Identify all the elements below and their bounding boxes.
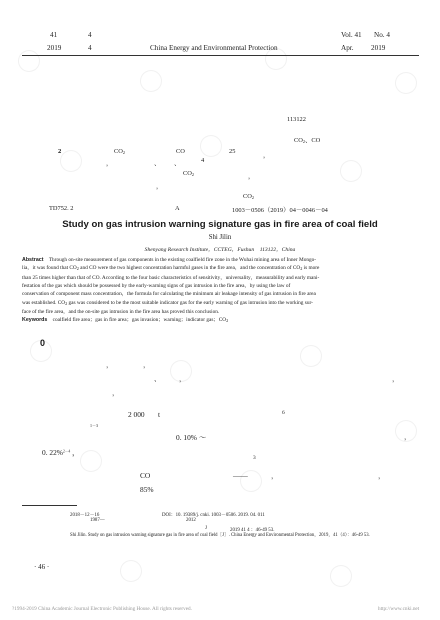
- header-rule: [22, 55, 419, 56]
- header-journal-title: China Energy and Environmental Protection: [150, 44, 278, 52]
- watermark-stamp: [296, 341, 326, 371]
- watermark-stamp: [336, 156, 366, 186]
- body-unit-t: t: [158, 410, 161, 419]
- cn-postcode: 113122: [287, 116, 306, 123]
- section-heading-0: 0: [40, 338, 46, 348]
- abstract-line: conservation of component mass concentration，the formula for calculating the minimum air leakage intensity of gas intrusion in fire area: [22, 291, 316, 298]
- abstract-line: face of the fire area，and the on-site gas intrusion in the fire area has proved this conclusion.: [22, 309, 220, 316]
- issn-article-code: 1003－0506（2019）04－0046－04: [232, 207, 328, 214]
- keywords-label: Keywords: [22, 317, 48, 323]
- body-punct: ，: [112, 389, 119, 397]
- cn-co2-c: $CO_2$: [183, 170, 194, 177]
- watermark-stamp: [116, 556, 146, 586]
- reference-mark: 1－3: [90, 423, 98, 428]
- cn-co2-d: $CO_2$: [243, 193, 254, 200]
- english-title: Study on gas intrusion warning signature gas in fire area of coal field: [62, 219, 378, 230]
- author-birth-year: 1987—: [90, 518, 105, 523]
- watermark-stamp: [76, 446, 106, 476]
- body-pct-85: 85%: [140, 485, 154, 494]
- header-issue-number: 4: [88, 31, 92, 39]
- cn-num-4: 4: [201, 157, 205, 164]
- header-volume-number: 41: [50, 31, 58, 39]
- watermark-stamp: [326, 561, 356, 591]
- author-name: Shi Jilin: [208, 234, 232, 241]
- graduation-year: 2012: [186, 518, 196, 523]
- watermark-stamp: [14, 46, 44, 76]
- header-year: 2019: [47, 44, 62, 52]
- body-punct: ，: [378, 472, 385, 480]
- abstract-line: lia，it was found that $CO_2$ and CO were the two highest concentration harmful gases in the fire area，and the concentration of $CO_2$ is more: [22, 265, 320, 272]
- clc-number: TD752. 2: [49, 205, 74, 212]
- body-num-6: 6: [282, 410, 285, 416]
- cn-co2-a: $CO_2$: [114, 148, 125, 155]
- body-punct: ，: [179, 375, 186, 383]
- cn-punct: ，: [106, 160, 113, 167]
- source-url: http://www.cnki.net: [378, 606, 420, 612]
- received-date: 2018－12－16: [70, 513, 100, 518]
- cn-co-b: CO: [176, 148, 185, 155]
- body-dash: ——: [233, 471, 248, 480]
- cn-punct: 、: [174, 160, 181, 167]
- abstract-line: than 25 times higher than that of CO. According to the four basic characteristics of sensitivity，universality，measurability and early mani-: [22, 274, 320, 281]
- body-punct: ，: [392, 375, 399, 383]
- cn-comma: ，: [248, 173, 255, 180]
- body-co-term: CO: [140, 471, 151, 480]
- body-pct-low: 0. 10% ～: [176, 433, 207, 442]
- abstract-line: Abstract Through on-site measurement of gas components in the existing coalfield fire zone in the Wuhai mining area of Inner Mongo-: [22, 257, 317, 263]
- copyright-line: ?1994-2019 China Academic Journal Electronic Publishing House. All rights reserved.: [12, 606, 192, 612]
- body-punct: ，: [404, 433, 411, 441]
- header-month: 4: [88, 44, 92, 52]
- citation-j-mark: J: [205, 526, 207, 531]
- abstract-line: festation of the gas which should be possessed by the early-warning signs of gas intrusion in the fire area，by using the law of: [22, 283, 291, 290]
- cn-punct: ，: [156, 183, 163, 190]
- body-num-3: 3: [253, 455, 256, 461]
- citation-cn: 2019 41 4 ：46-49 53.: [230, 528, 275, 533]
- header-no: No. 4: [374, 31, 390, 39]
- cn-gas-list: $CO_2$、CO: [294, 137, 321, 144]
- cn-punct: 、: [154, 160, 161, 167]
- body-pct-high: 0. 22%$^{2-4}$ ，: [42, 448, 80, 457]
- header-month-en: Apr.: [341, 44, 354, 52]
- cn-num-25: 25: [229, 148, 236, 155]
- watermark-stamp: [391, 68, 421, 98]
- header-vol: Vol. 41: [341, 31, 362, 39]
- doi: DOI：10. 19389/j. cnki. 1003－0506. 2019. 04. 011: [162, 513, 265, 518]
- document-code: A: [175, 205, 180, 212]
- body-num-2000: 2 000: [128, 410, 145, 419]
- body-punct: ，: [106, 361, 113, 369]
- watermark-stamp: [136, 66, 166, 96]
- body-punct: ，: [271, 472, 278, 480]
- citation-en: Shi Jilin. Study on gas intrusion warning signature gas in fire area of coal field［J］. China Energy and Environmental Protection，2019，41（4）：46-49 53.: [70, 533, 370, 538]
- cn-comma: ，: [263, 152, 270, 159]
- english-abstract: [22, 256, 417, 316]
- keywords-line: Keywords coalfield fire area；gas in fire area；gas invasion；warning；indicator gas；$CO_2$: [22, 317, 229, 323]
- body-punct: 、: [154, 375, 161, 383]
- body-punct: ，: [143, 361, 150, 369]
- abstract-line: was established. $CO_2$ gas was considered to be the most suitable indicator gas for the early warning of gas intrusion into the working sur-: [22, 299, 313, 306]
- author-affiliation: Shenyang Research Institute，CCTEG，Fushun 113122，China: [144, 247, 296, 253]
- abstract-label: Abstract: [22, 257, 44, 263]
- footnote-rule: [22, 505, 77, 506]
- header-year-en: 2019: [371, 44, 386, 52]
- cn-num-2: 2: [58, 148, 62, 155]
- page-number: · 46 ·: [34, 563, 50, 571]
